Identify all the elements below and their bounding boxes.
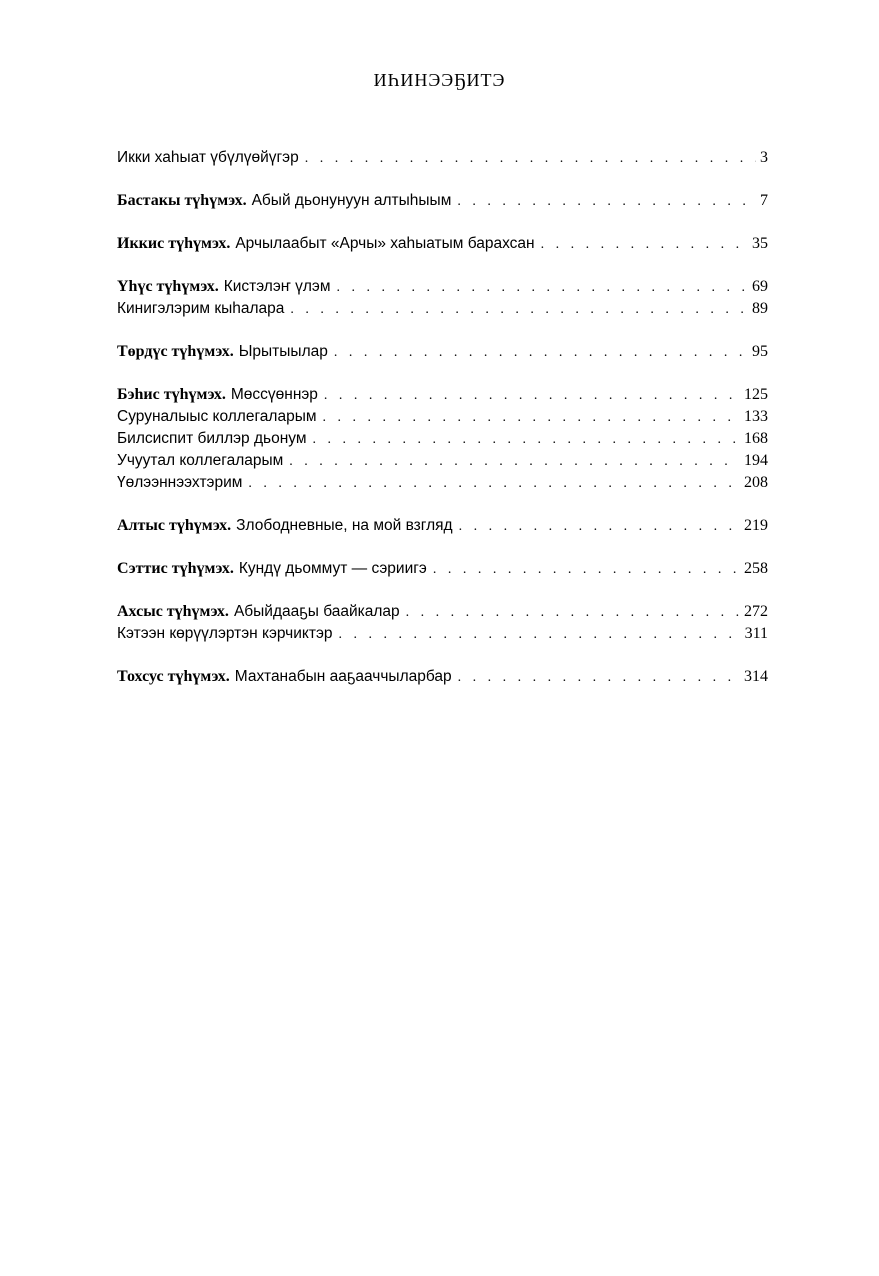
toc-chapter-heading: Алтыс түһүмэх. (117, 517, 232, 534)
toc-entry-title: Злободневные, на мой взгляд (236, 517, 453, 534)
toc-group (117, 190, 768, 212)
toc-group (117, 666, 768, 688)
toc-page-number: 69 (752, 278, 768, 295)
dot-leader (433, 559, 740, 581)
toc-entry (117, 515, 768, 537)
toc-page-number: 258 (744, 560, 768, 577)
dot-leader (541, 234, 748, 256)
toc-entry-title: Үөлээннээхтэрим (117, 474, 243, 491)
toc-chapter-heading: Үһүс түһүмэх. (117, 278, 219, 295)
toc-group (117, 341, 768, 363)
toc-entry (117, 558, 768, 580)
dot-leader (312, 429, 740, 451)
toc-entry (117, 666, 768, 688)
toc-entry (117, 623, 768, 645)
dot-leader (459, 516, 740, 538)
dot-leader (338, 624, 740, 646)
dot-leader (334, 342, 748, 364)
dot-leader (305, 148, 756, 170)
toc-page-number: 272 (744, 603, 768, 620)
toc-entry-title: Билсиспит биллэр дьонум (117, 430, 307, 447)
toc-page-number: 125 (744, 386, 768, 403)
dot-leader (323, 407, 741, 429)
toc-page-number: 168 (744, 430, 768, 447)
dot-leader (336, 277, 748, 299)
dot-leader (457, 191, 756, 213)
toc-entry-title: Арчылаабыт «Арчы» хаһыатым барахсан (235, 235, 535, 252)
toc-entry (117, 233, 768, 255)
dot-leader (290, 299, 748, 321)
toc-chapter-heading: Тохсус түһүмэх. (117, 668, 230, 685)
toc-entry-title: Мөссүөннэр (230, 386, 318, 403)
toc-entry (117, 276, 768, 298)
toc-entry (117, 341, 768, 363)
toc-group (117, 558, 768, 580)
toc-page-number: 3 (760, 149, 768, 166)
dot-leader (248, 473, 740, 495)
toc-entry (117, 472, 768, 494)
toc-page-number: 311 (744, 625, 768, 642)
dot-leader (289, 451, 740, 473)
toc-chapter-heading: Ахсыс түһүмэх. (117, 603, 229, 620)
dot-leader (324, 385, 740, 407)
toc-entry-title: Махтанабын ааҕааччыларбар (234, 668, 452, 685)
toc-entry (117, 450, 768, 472)
toc-entry (117, 384, 768, 406)
toc-entry-title: Суруналыыс коллегаларым (117, 408, 317, 425)
toc-page-number: 7 (760, 192, 768, 209)
toc-page-number: 219 (744, 517, 768, 534)
toc-chapter-heading: Бэһис түһүмэх. (117, 386, 226, 403)
toc-entry-title: Кэтээн көрүүлэртэн кэрчиктэр (117, 625, 333, 642)
toc-entry-title: Ырытыылар (238, 343, 328, 360)
toc-chapter-heading: Төрдүс түһүмэх. (117, 343, 234, 360)
toc-entry-title: Кистэлэҥ үлэм (223, 278, 331, 295)
toc-entry (117, 601, 768, 623)
toc-entry (117, 298, 768, 320)
toc-chapter-heading: Сэттис түһүмэх. (117, 560, 234, 577)
toc-page-number: 89 (752, 300, 768, 317)
toc-page-number: 133 (744, 408, 768, 425)
toc-chapter-heading: Иккис түһүмэх. (117, 235, 231, 252)
toc-entry-title: Учуутал коллегаларым (117, 452, 284, 469)
toc-entry-title: Кундү дьоммут — сэриигэ (238, 560, 427, 577)
toc-page-number: 314 (744, 668, 768, 685)
toc-chapter-heading: Бастакы түһүмэх. (117, 192, 247, 209)
toc-entry-title: Абыйдааҕы баайкалар (233, 603, 400, 620)
toc-group (117, 515, 768, 537)
toc-group (117, 601, 768, 645)
toc-entry-title: Кинигэлэрим кыһалара (117, 300, 285, 317)
toc-page-number: 95 (752, 343, 768, 360)
toc-entry (117, 190, 768, 212)
toc-group (117, 147, 768, 169)
dot-leader (458, 667, 740, 689)
table-of-contents (117, 147, 768, 709)
toc-group (117, 276, 768, 320)
dot-leader (406, 602, 740, 624)
toc-entry (117, 147, 768, 169)
toc-entry-title: Икки хаһыат үбүлүөйүгэр (117, 149, 299, 166)
toc-group (117, 384, 768, 494)
toc-group (117, 233, 768, 255)
toc-page-number: 194 (744, 452, 768, 469)
toc-page-number: 208 (744, 474, 768, 491)
toc-entry-title: Абый дьонунуун алтыһыым (251, 192, 452, 209)
page-title: ИҺИНЭЭҔИТЭ (373, 70, 506, 90)
toc-page-number: 35 (752, 235, 768, 252)
toc-entry (117, 428, 768, 450)
toc-entry (117, 406, 768, 428)
